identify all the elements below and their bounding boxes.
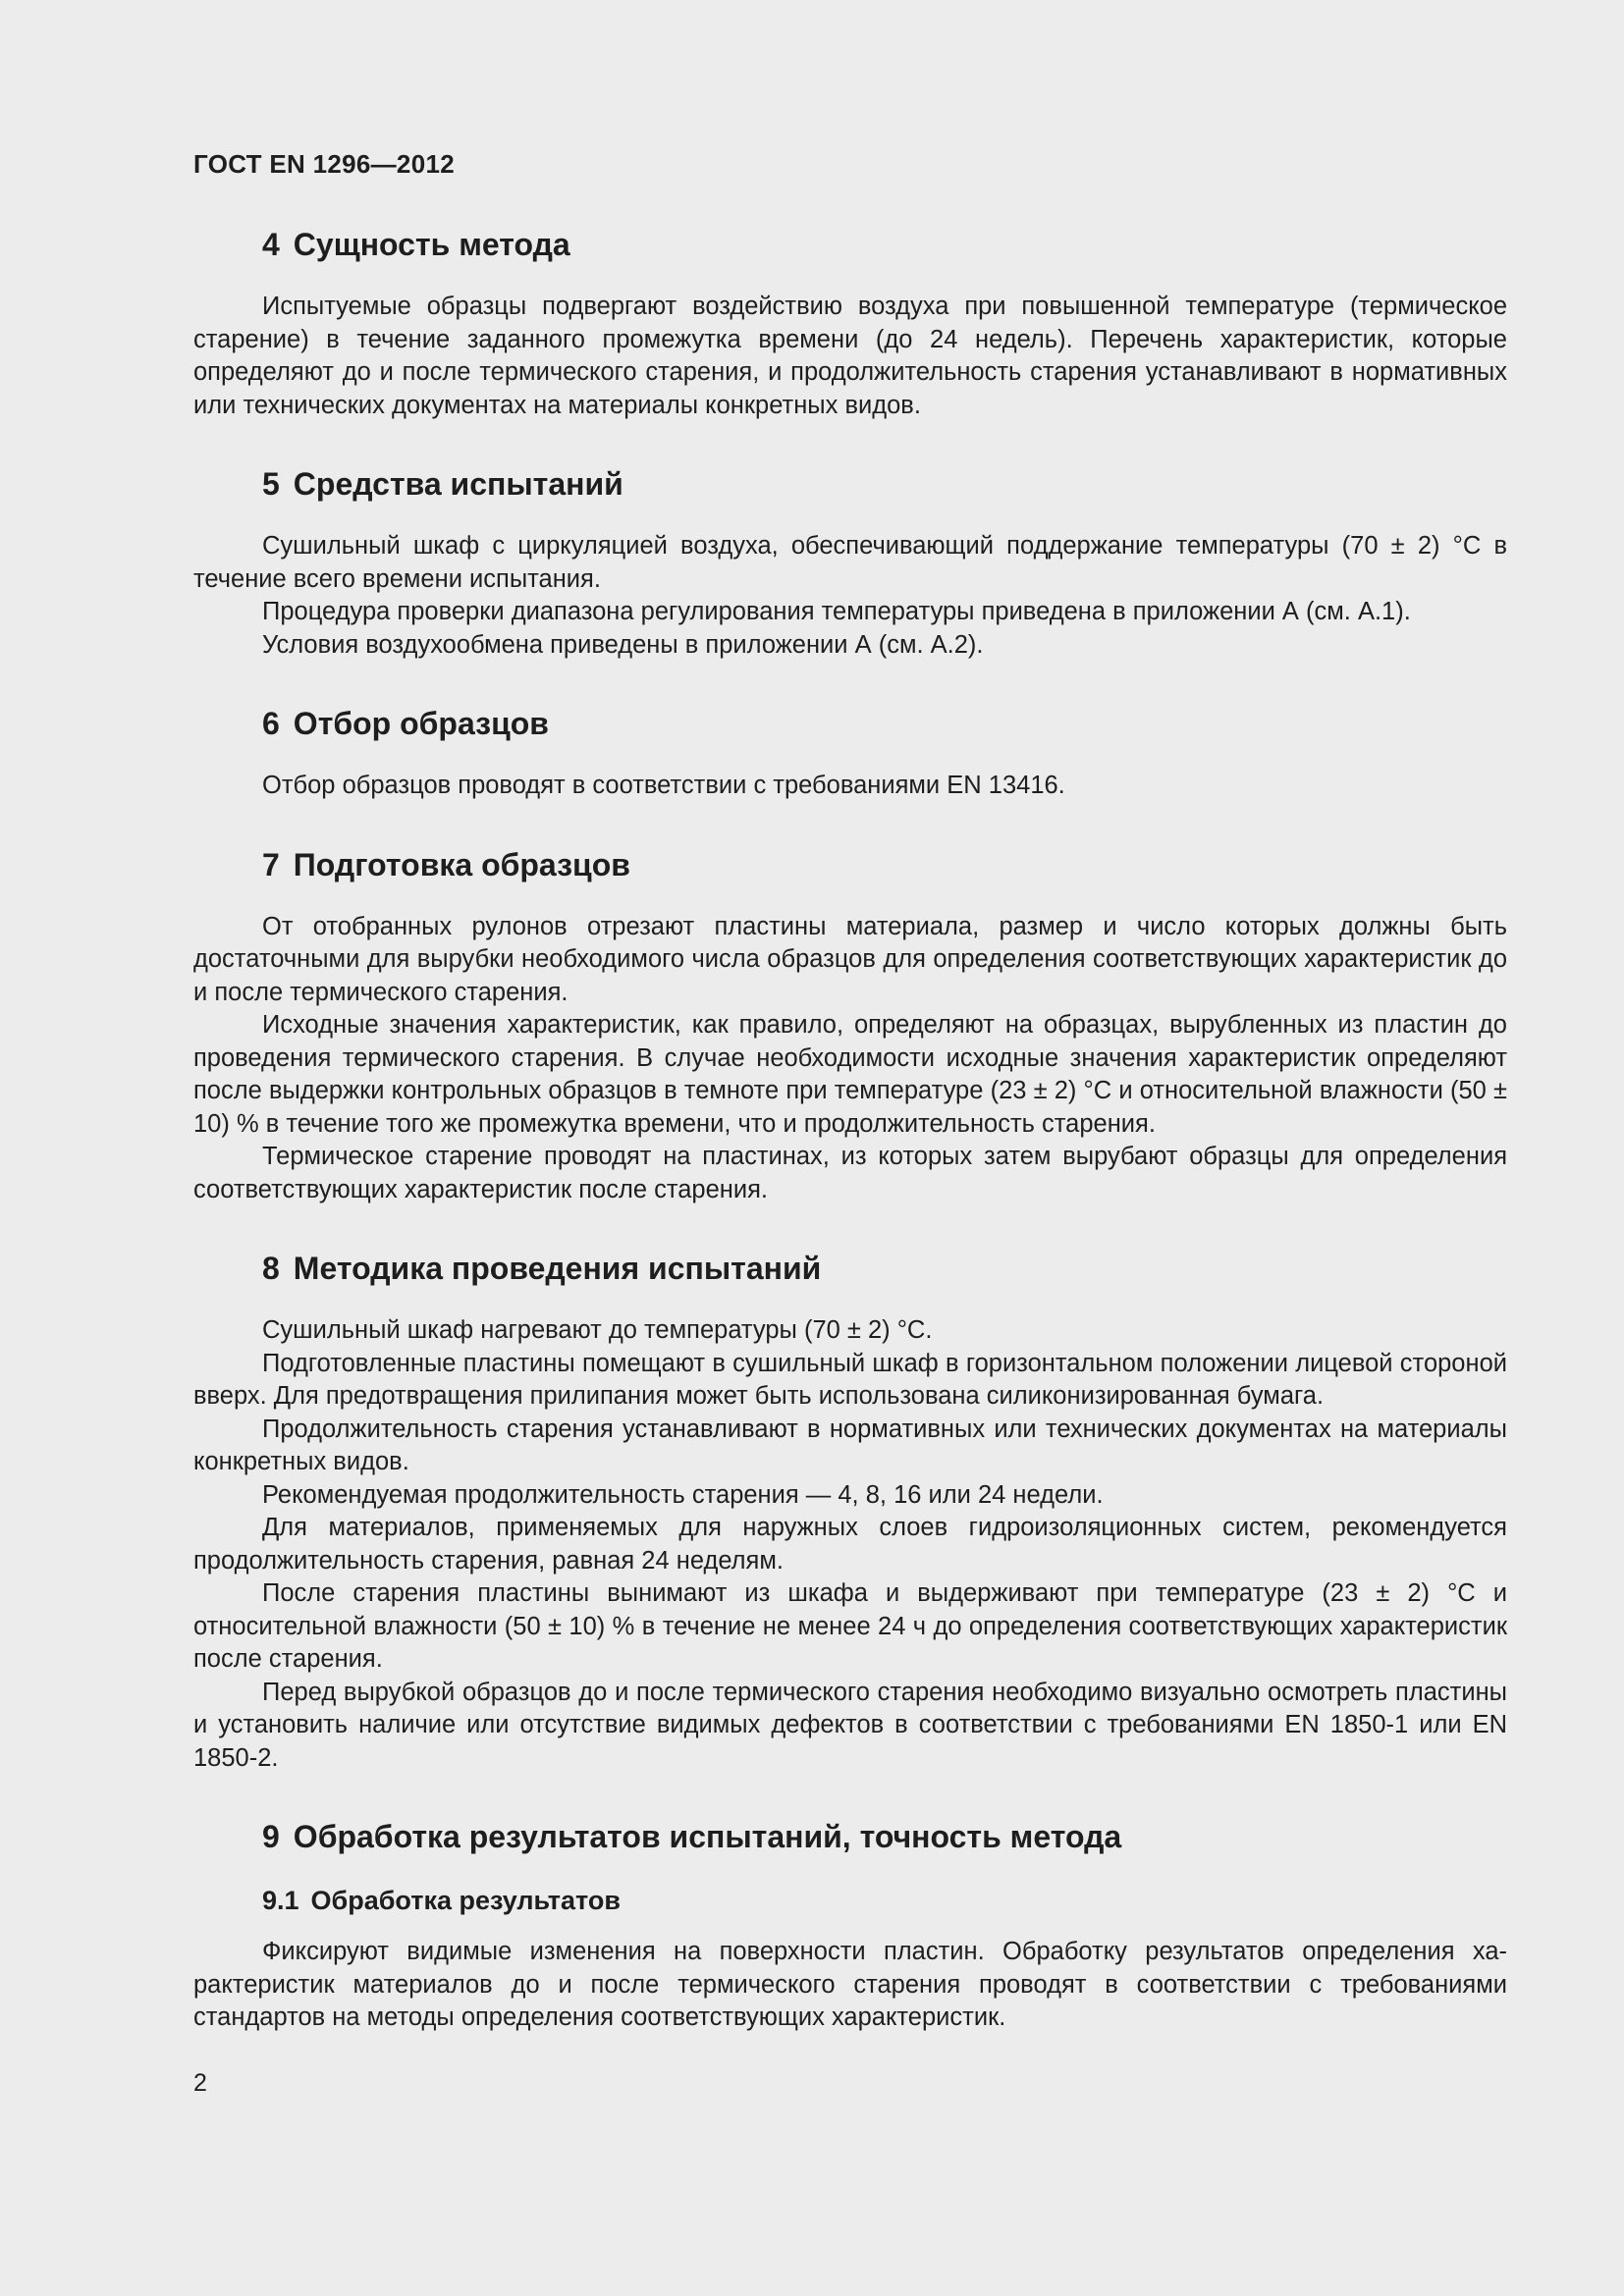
- section-6: [193, 703, 1507, 803]
- paragraph: Сушильный шкаф с циркуляцией воздуха, обеспечивающий поддержание температуры (70 ± 2) °C в течение всего времени испытания.: [193, 532, 1507, 593]
- paragraph: Исходные значения характеристик, как правило, определяют на образцах, вырубленных из пластин до проведения термического старения. В случае необходимости исходные значения характеристик определяют после выдержки контрольных образцов в темноте при температуре (23 ± 2) °C и относительной влажности (50 ± 10) % в течение того же промежутка времени, что и продолжительность старения.: [193, 1011, 1507, 1138]
- paragraph: Испытуемые образцы подвергают воздействию воздуха при повышенной температуре (термическое старение) в течение заданного промежутка времени (до 24 недель). Перечень характеристик, которые определяют до и после термического старения, и продолжительность старения устанавливают в нормативных или технических документах на материалы конкретных видов.: [193, 293, 1507, 419]
- page-number: 2: [193, 2069, 207, 2097]
- paragraph: Продолжительность старения устанавливают в нормативных или технических документах на материалы конкретных видов.: [193, 1415, 1507, 1475]
- section-9: [193, 1816, 1507, 2035]
- section-number: 6: [262, 706, 280, 741]
- section-title: Методика проведения испытаний: [293, 1251, 822, 1286]
- paragraph: После старения пластины вынимают из шкафа и выдерживают при температуре (23 ± 2) °C и относительной влажности (50 ± 10) % в течение не менее 24 ч до определения соответствующих характеристик после старения.: [193, 1579, 1507, 1673]
- subsection-title: Обработка результатов: [310, 1886, 621, 1915]
- section-number: 5: [262, 466, 280, 502]
- paragraph: Сушильный шкаф нагревают до температуры (70 ± 2) °C.: [262, 1316, 933, 1344]
- section-number: 7: [262, 846, 280, 882]
- section-number: 4: [262, 227, 280, 262]
- paragraph: Термическое старение проводят на пластинах, из которых затем вырубают образцы для определения соответствующих характеристик после старения.: [193, 1143, 1507, 1203]
- section-5: [193, 463, 1507, 662]
- section-4: [193, 224, 1507, 422]
- section-heading: [193, 1816, 1507, 1857]
- section-number: 9: [262, 1819, 280, 1854]
- section-7: [193, 844, 1507, 1207]
- section-title: Подготовка образцов: [293, 846, 630, 882]
- paragraph: Фиксируют видимые изменения на поверхности пластин. Обработку результатов определения характеристик материалов до и после термического старения проводят в соответствии с требованиями стандартов на методы определения соответствующих характеристик.: [193, 1938, 1507, 2031]
- section-title: Средства испытаний: [293, 466, 623, 502]
- paragraph: Перед вырубкой образцов до и после термического старения необходимо визуально осмотреть пластины и установить наличие или отсутствие видимых дефектов в соответствии с требованиями EN 1850-1 или EN 1850-2.: [193, 1678, 1507, 1772]
- section-title: Сущность метода: [293, 227, 570, 262]
- section-title: Отбор образцов: [293, 706, 549, 741]
- section-heading: [193, 1248, 1507, 1289]
- section-title: Обработка результатов испытаний, точность метода: [293, 1819, 1122, 1854]
- subsection-heading: [193, 1883, 1507, 1918]
- paragraph: От отобранных рулонов отрезают пластины материала, размер и число которых должны быть достаточными для вырубки необходимого числа образцов для определения соответствующих характеристик до и после термического старения.: [193, 912, 1507, 1006]
- section-number: 8: [262, 1251, 280, 1286]
- paragraph: Рекомендуемая продолжительность старения — 4, 8, 16 или 24 недели.: [262, 1480, 1104, 1509]
- paragraph: Процедура проверки диапазона регулирования температуры приведена в приложении А (см. А.1).: [262, 598, 1411, 625]
- paragraph: Подготовленные пластины помещают в сушильный шкаф в горизонтальном положении лицевой стороной вверх. Для предотвращения прилипания может быть использована силиконизированная бумага.: [193, 1349, 1507, 1410]
- paragraph: Для материалов, применяемых для наружных слоев гидроизоляционных систем, рекомендуется продолжительность старения, равная 24 неделям.: [193, 1514, 1507, 1575]
- section-heading: [193, 703, 1507, 744]
- paragraph: Отбор образцов проводят в соответствии с требованиями EN 13416.: [262, 772, 1065, 799]
- section-heading: [193, 224, 1507, 265]
- document-body: [193, 224, 1507, 2076]
- subsection-number: 9.1: [262, 1886, 299, 1915]
- section-heading: [193, 463, 1507, 505]
- section-8: [193, 1248, 1507, 1775]
- document-code-header: ГОСТ EN 1296—2012: [193, 149, 455, 179]
- section-heading: [193, 844, 1507, 885]
- paragraph: Условия воздухообмена приведены в приложении А (см. А.2).: [262, 630, 984, 659]
